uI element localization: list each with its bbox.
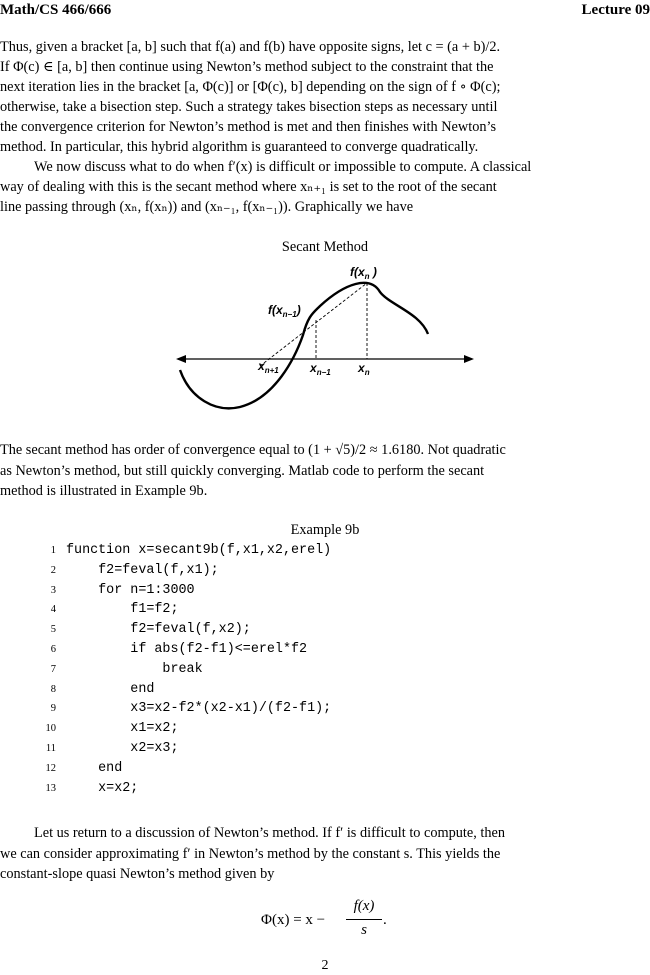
code-text: f1=f2;	[66, 602, 179, 618]
label-f-xn: $f(x_n$ )	[350, 265, 377, 281]
secant-line	[260, 283, 367, 366]
line-number: 1	[50, 545, 56, 556]
line-number: 10	[45, 723, 56, 735]
label-x-n-plus-1: $x_{n+1}$	[258, 359, 279, 375]
text-line: The secant method has order of convergence equal to (1 + √5)/2 ≈ 1.6180. Not quadratic	[0, 442, 506, 458]
text-line: the convergence criterion for Newton’s method is met and then finishes with Newton’s	[0, 119, 497, 135]
code-text: break	[66, 661, 203, 677]
line-number: 13	[45, 782, 56, 794]
code-text: if abs(f2-f1)<=erel*f2	[66, 641, 308, 657]
equation-period: .	[383, 912, 387, 928]
text-line: We now discuss what to do when f′(x) is difficult or impossible to compute. A classical	[34, 159, 532, 175]
text-line: method is illustrated in Example 9b.	[0, 483, 208, 499]
code-line	[30, 541, 630, 561]
equation-lhs: Φ(x) = x −	[261, 912, 326, 928]
text-line: otherwise, take a bisection step. Such a strategy takes bisection steps as necessary until	[0, 99, 498, 115]
text-line: method. In particular, this hybrid algorithm is guaranteed to converge quadratically.	[0, 139, 479, 155]
code-text: x1=x2;	[66, 721, 179, 737]
text-line: we can consider approximating f′ in Newton’s method by the constant s. This yields the	[0, 846, 501, 862]
line-number: 7	[50, 663, 56, 675]
axis-arrow-right-icon	[464, 355, 474, 363]
code-line	[30, 759, 630, 779]
figure-title: Secant Method	[281, 239, 369, 255]
label-x-n: $x_n$	[358, 361, 370, 377]
line-number: 4	[50, 604, 56, 616]
code-line	[30, 581, 630, 601]
code-text: f2=feval(f,x1);	[66, 562, 219, 578]
label-f-xn-1: $f(x_{n-1})$	[268, 303, 301, 319]
code-text: for n=1:3000	[66, 582, 195, 598]
code-line	[30, 561, 630, 581]
line-number: 2	[50, 564, 56, 576]
code-text: x=x2;	[66, 780, 139, 796]
equation-numerator: f(x)	[353, 898, 375, 914]
line-number: 8	[50, 683, 56, 695]
line-number: 11	[45, 742, 56, 754]
code-text: f2=feval(f,x2);	[66, 622, 251, 638]
code-line	[30, 699, 630, 719]
page-number: 2	[321, 958, 329, 973]
line-number: 6	[50, 643, 56, 655]
line-number: 3	[50, 584, 56, 596]
course-title: Math/CS 466/666	[0, 2, 112, 18]
label-x-n-minus-1: $x_{n-1}$	[310, 361, 331, 377]
code-text: function x=secant9b(f,x1,x2,erel)	[66, 543, 332, 558]
function-curve	[180, 283, 428, 408]
code-text: x2=x3;	[66, 740, 179, 756]
axis-arrow-left-icon	[176, 355, 186, 363]
lecture-number: Lecture 09	[581, 2, 650, 18]
line-number: 12	[45, 762, 56, 774]
equation-denominator: s	[361, 922, 367, 938]
code-line	[30, 739, 630, 759]
text-line: If Φ(c) ∈ [a, b] then continue using Newton’s method subject to the constraint that the	[0, 59, 494, 75]
text-line: Let us return to a discussion of Newton’s method. If f′ is difficult to compute, then	[34, 825, 506, 841]
code-text: end	[66, 681, 155, 697]
text-line: Thus, given a bracket [a, b] such that f(a) and f(b) have opposite signs, let c = (a + b)/2.	[0, 39, 501, 55]
text-line: way of dealing with this is the secant method where xₙ₊₁ is set to the root of the secant	[0, 179, 497, 195]
code-text: x3=x2-f2*(x2-x1)/(f2-f1);	[66, 701, 332, 717]
secant-method-figure	[170, 258, 480, 413]
code-line	[30, 719, 630, 739]
text-line: line passing through (xₙ, f(xₙ)) and (xₙ₋₁, f(xₙ₋₁)). Graphically we have	[0, 199, 414, 215]
code-line	[30, 620, 630, 640]
equation	[0, 876, 650, 938]
text-line: as Newton’s method, but still quickly converging. Matlab code to perform the secant	[0, 463, 485, 479]
code-line	[30, 779, 630, 799]
line-number: 5	[50, 624, 56, 636]
text-line: constant-slope quasi Newton’s method given by	[0, 866, 275, 882]
code-line	[30, 600, 630, 620]
fraction-bar	[346, 919, 382, 920]
example-title: Example 9b	[290, 522, 360, 538]
page-header	[0, 2, 650, 20]
code-listing	[30, 541, 630, 798]
code-text: end	[66, 760, 123, 776]
code-line	[30, 680, 630, 700]
line-number: 9	[50, 703, 56, 715]
text-line: next iteration lies in the bracket [a, Φ(c)] or [Φ(c), b] depending on the sign of f ∘ Φ(c);	[0, 79, 501, 95]
code-line	[30, 660, 630, 680]
code-line	[30, 640, 630, 660]
